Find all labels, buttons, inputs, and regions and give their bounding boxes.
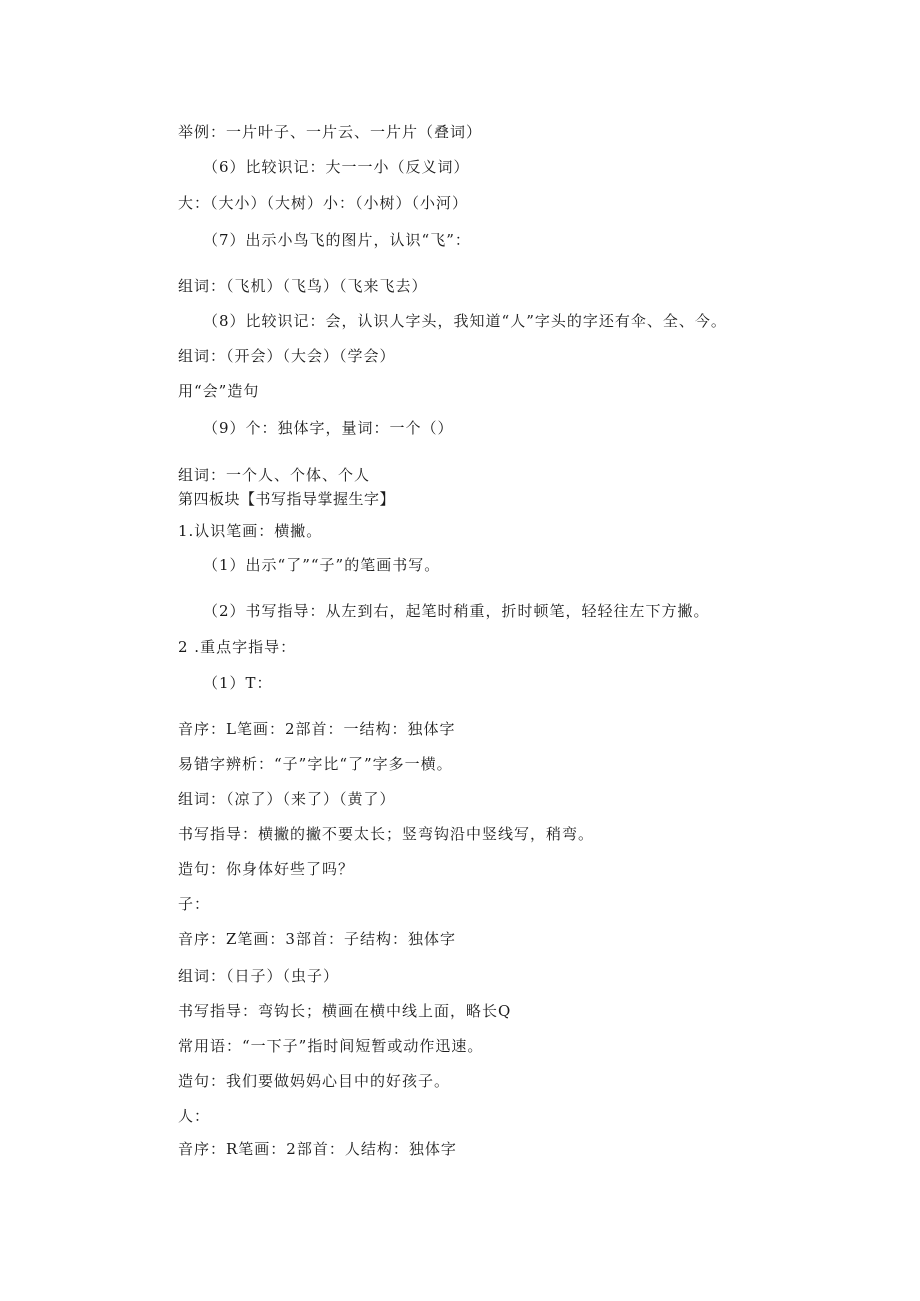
item-9: （9）个：独体字，量词：一个（） (203, 419, 454, 437)
le-info: 音序：L笔画：2部首：一结构：独体字 (178, 720, 456, 738)
da-xiao-words: 大：（大小）（大树）小：（小树）（小河） (178, 194, 469, 212)
le-writing: 书写指导：横撇的撇不要太长；竖弯钩沿中竖线写，稍弯。 (178, 825, 595, 843)
zi-sentence: 造句：我们要做妈妈心目中的好孩子。 (178, 1072, 451, 1090)
zi-words: 组词：（日子）（虫子） (178, 967, 340, 985)
ge-words: 组词：一个人、个体、个人 (178, 466, 371, 484)
char-le-heading: （1）T： (203, 674, 273, 692)
item-7: （7）出示小鸟飞的图片，认识“飞”： (203, 231, 471, 249)
section-heading: 第四板块【书写指导掌握生字】 (178, 490, 396, 508)
stroke-step-1: （1）出示“了”“子”的笔画书写。 (203, 556, 441, 574)
stroke-intro: 1.认识笔画：横撇。 (178, 522, 323, 540)
ren-info: 音序：R笔画：2部首：人结构：独体字 (178, 1140, 457, 1158)
le-sentence: 造句：你身体好些了吗？ (178, 860, 355, 878)
zi-phrase: 常用语：“一下子”指时间短暂或动作迅速。 (178, 1037, 484, 1055)
le-confusion: 易错字辨析：“子”字比“了”字多一横。 (178, 755, 453, 773)
zi-writing: 书写指导：弯钩长；横画在横中线上面，略长Q (178, 1002, 512, 1020)
key-char-heading: 2 .重点字指导： (178, 638, 297, 656)
item-6: （6）比较识记：大一一小（反义词） (203, 158, 470, 176)
hui-sentence: 用“会”造句 (178, 382, 260, 400)
item-8: （8）比较识记：会，认识人字头，我知道“人”字头的字还有伞、全、今。 (203, 312, 727, 330)
fei-words: 组词：（飞机）（飞鸟）（飞来飞去） (178, 277, 428, 295)
char-ren-heading: 人： (178, 1107, 211, 1125)
hui-words: 组词：（开会）（大会）（学会） (178, 347, 396, 365)
char-zi-heading: 子： (178, 895, 211, 913)
stroke-step-2: （2）书写指导：从左到右，起笔时稍重，折时顿笔，轻轻往左下方撇。 (203, 602, 710, 620)
example-line: 举例：一片叶子、一片云、一片片（叠词） (178, 123, 483, 141)
zi-info: 音序：Z笔画：3部首：子结构：独体字 (178, 930, 456, 948)
le-words: 组词：（凉了）（来了）（黄了） (178, 790, 396, 808)
